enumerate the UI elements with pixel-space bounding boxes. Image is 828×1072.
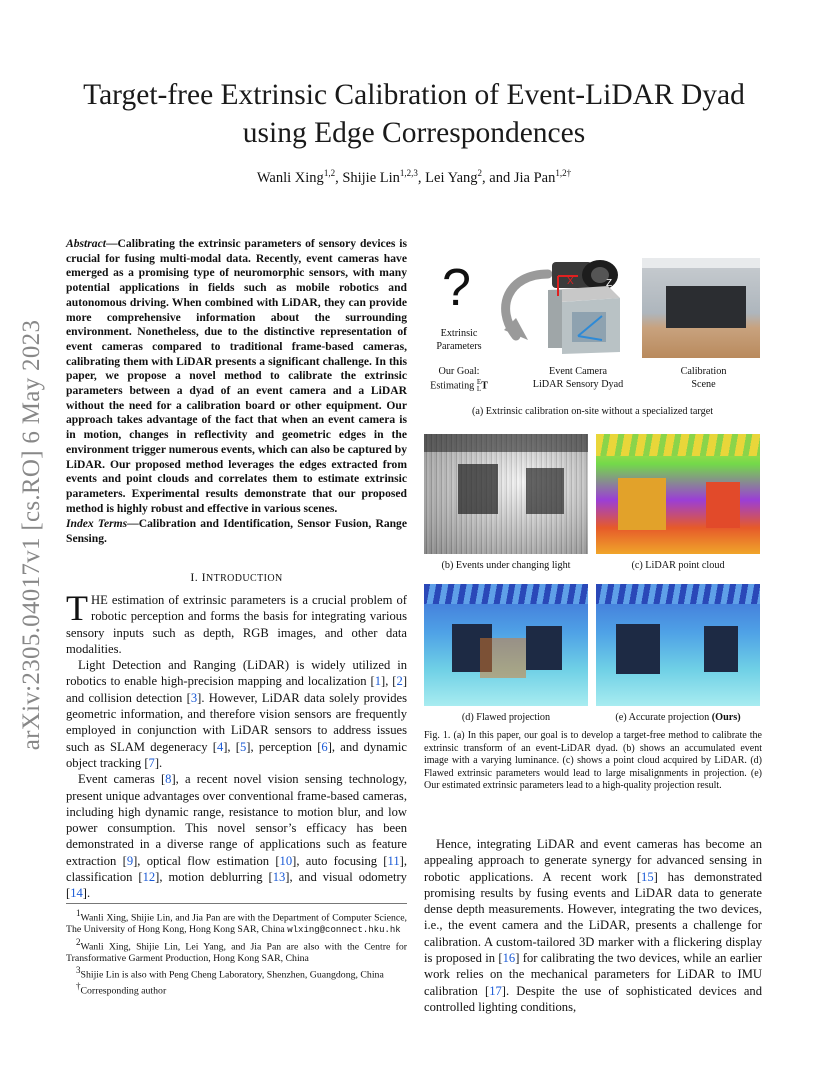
caption-a: (a) Extrinsic calibration on-site without a specialized target [471,406,714,417]
paper-title: Target-free Extrinsic Calibration of Event-LiDAR Dyad using Edge Correspondences [83,79,745,149]
author-list: Wanli Xing$^{1,2}$, Shijie Lin$^{1,2,3}$, Lei Yang$^2$, and Jia Pan$^{1,2\dagger}$ [256,168,572,186]
intro-column-left [66,588,408,902]
citation-link[interactable]: 9 [126,853,134,868]
citation-link[interactable]: 11 [387,853,400,868]
author-name: Lei Yang [425,169,478,186]
citation-link[interactable]: 2 [396,674,403,689]
citation-link[interactable]: 14 [70,886,83,901]
author-affiliation: 1,2† [555,168,572,178]
author-name: Wanli Xing [256,169,324,186]
arxiv-stamp-text: arXiv:2305.04017v1 [cs.RO] 6 May 2023 [18,319,45,751]
accurate-projection-image [596,584,760,706]
footnote-1: $^1$Wanli Xing, Shijie Lin, and Jia Pan are with the Department of Computer Science, The University of Hong Kong, Hong Kong SAR, China wlxing@connect.hku.hk [66,908,407,936]
citation-link[interactable]: 3 [190,690,198,705]
footnotes [66,908,407,997]
author-affiliation: 2 [477,168,483,178]
abstract-text: —Calibrating the extrinsic parameters of sensory devices is crucial for fusing multi-modal data. Recently, event cameras have emerged as a promising type of neuromorphic sensors, with many potential applications in fields such as mobile robotics and autonomous driving. When combined with LiDAR, they can provide more comprehensive information about the surrounding environment. Nonetheless, due to the distinctive representation of event cameras compared to traditional frame-based cameras, calibrating them with LiDAR presents a significant challenge. In this paper, we propose a novel method to calibrate the extrinsic parameters between a dyad of an event camera and a LiDAR without the need for a calibration board or other equipment. Our approach takes advantage of the fact that when an event camera is in motion, changes in reflectivity and geometric edges in the environment trigger numerous events, which can also be captured by LiDAR. Our proposed method leverages the edges extracted from events and point clouds and correlates them to estimate extrinsic parameters. Experimental results demonstrate that our proposed method is highly robust and effective in various scenes. [66,237,407,515]
citation-link[interactable]: 6 [321,739,328,754]
index-terms-label: Index Terms [66,517,128,530]
author-affiliation: 1,2 [323,168,336,178]
citation-link[interactable]: 16 [502,951,516,966]
section-heading: I. INTRODUCTION [190,570,283,584]
intro-column-right [424,836,762,1015]
citation-link[interactable]: 7 [148,755,155,770]
citation-link[interactable]: 15 [641,869,654,884]
footnote-4: †Corresponding author [76,980,167,997]
label-dyad: Event Camera LiDAR Sensory Dyad [532,366,624,390]
axis-x-label: X [567,276,574,287]
citation-link[interactable]: 8 [165,772,172,787]
intro-paragraph-3: Event cameras [8], a recent novel vision sensing technology, present unique advantages over conventional frame-based cameras, including high dynamic range, resistance to motion blur, and low power consumption. This novel sensor’s efficacy has been demonstrated in a diverse range of applications such as feature extraction [9], optical flow estimation [10], auto focusing [11], classification [12], motion deblurring [13], and visual odometry [14]. [66,772,407,901]
intro-paragraph-4: Hence, integrating LiDAR and event cameras has become an appealing approach to generate synergy for advanced sensing in robotic applications. A recent work [15] has demonstrated promising results by fusing events and LiDAR data to generate dense depth measurements. However, integrating the two devices, i.e., the event camera and the LiDAR, presents a challenge for calibration. A custom-tailored 3D marker with a flickering display is proposed in [16] for calibrating the two devices, while an earlier work relies on the mechanical parameters for LiDAR to IMU calibration [17]. Despite the use of sophisticated devices and controlled lighting conditions, [424,837,762,1014]
caption-b: (b) Events under changing light [441,560,571,571]
intro-p1-text: HE estimation of extrinsic parameters is a crucial problem of robotic perception and forms the basis for integrating various sensory inputs such as depth, RGB images, and other data modalities. [66,593,407,656]
intro-paragraph-1 [66,588,407,657]
axis-z-label: Z [606,278,613,289]
question-mark: ? [442,259,471,317]
dropcap-letter: T [66,588,88,628]
index-terms-text: —Calibration and Identification, Sensor Fusion, Range Sensing. [66,517,408,545]
figure-1 [420,248,765,728]
sensor-dyad-image [538,256,628,356]
citation-link[interactable]: 1 [374,674,382,689]
caption-e: (e) Accurate projection (Ours) [615,712,741,723]
flawed-projection-image [424,584,588,706]
citation-link[interactable]: 12 [142,870,156,885]
calibration-scene-image [642,258,760,358]
intro-paragraph-2: Light Detection and Ranging (LiDAR) is widely utilized in robotics to enable high-precision mapping and localization [1], [2] and collision detection [3]. However, LiDAR data solely provides geometric information, and therefore vision sensors are frequently employed in conjunction with LiDAR sensors to address issues such as SLAM degeneracy [4], [5], perception [6], and dynamic object tracking [7]. [66,658,408,770]
label-goal: Our Goal: Estimating E LT [430,366,488,393]
email-link[interactable]: wlxing@connect.hku.hk [287,925,401,936]
citation-link[interactable]: 17 [489,983,502,998]
citation-link[interactable]: 10 [279,853,293,868]
citation-link[interactable]: 5 [239,739,247,754]
caption-d: (d) Flawed projection [461,712,551,723]
label-scene: Calibration Scene [680,366,727,390]
footnote-2: $^2$Wanli Xing, Shijie Lin, Lei Yang, and Jia Pan are also with the Centre for Transformative Garment Production, Hong Kong SAR, China [66,936,407,964]
goal-math-symbol: T [481,379,488,391]
footnote-rule [66,903,407,904]
abstract [66,237,407,516]
figure-caption: Fig. 1. (a) In this paper, our goal is to develop a target-free method to calibrate the extrinsic transform of an event-LiDAR dyad. (b) shows an accumulated event image with a varying luminance. (c) shows a point cloud acquired by LiDAR. (d) Flawed extrinsic parameters would lead to large misalignments in projection. (e) Our estimated extrinsic parameters lead to a high-quality projection result. [424,730,762,792]
caption-c: (c) LiDAR point cloud [631,560,725,571]
lidar-pointcloud-image [596,434,760,554]
citation-link[interactable]: 4 [216,739,224,754]
abstract-label: Abstract [66,237,106,250]
arxiv-stamp [12,295,52,775]
footnote-3: $^3$Shijie Lin is also with Peng Cheng Laboratory, Shenzhen, Guangdong, China [76,964,384,980]
index-terms [66,517,407,546]
events-image [424,434,588,554]
author-affiliation: 1,2,3 [399,168,418,178]
author-name: Jia Pan [513,169,556,186]
label-extrinsic: Extrinsic Parameters [436,328,482,352]
citation-link[interactable]: 13 [272,870,286,885]
author-name: Shijie Lin [342,169,400,186]
